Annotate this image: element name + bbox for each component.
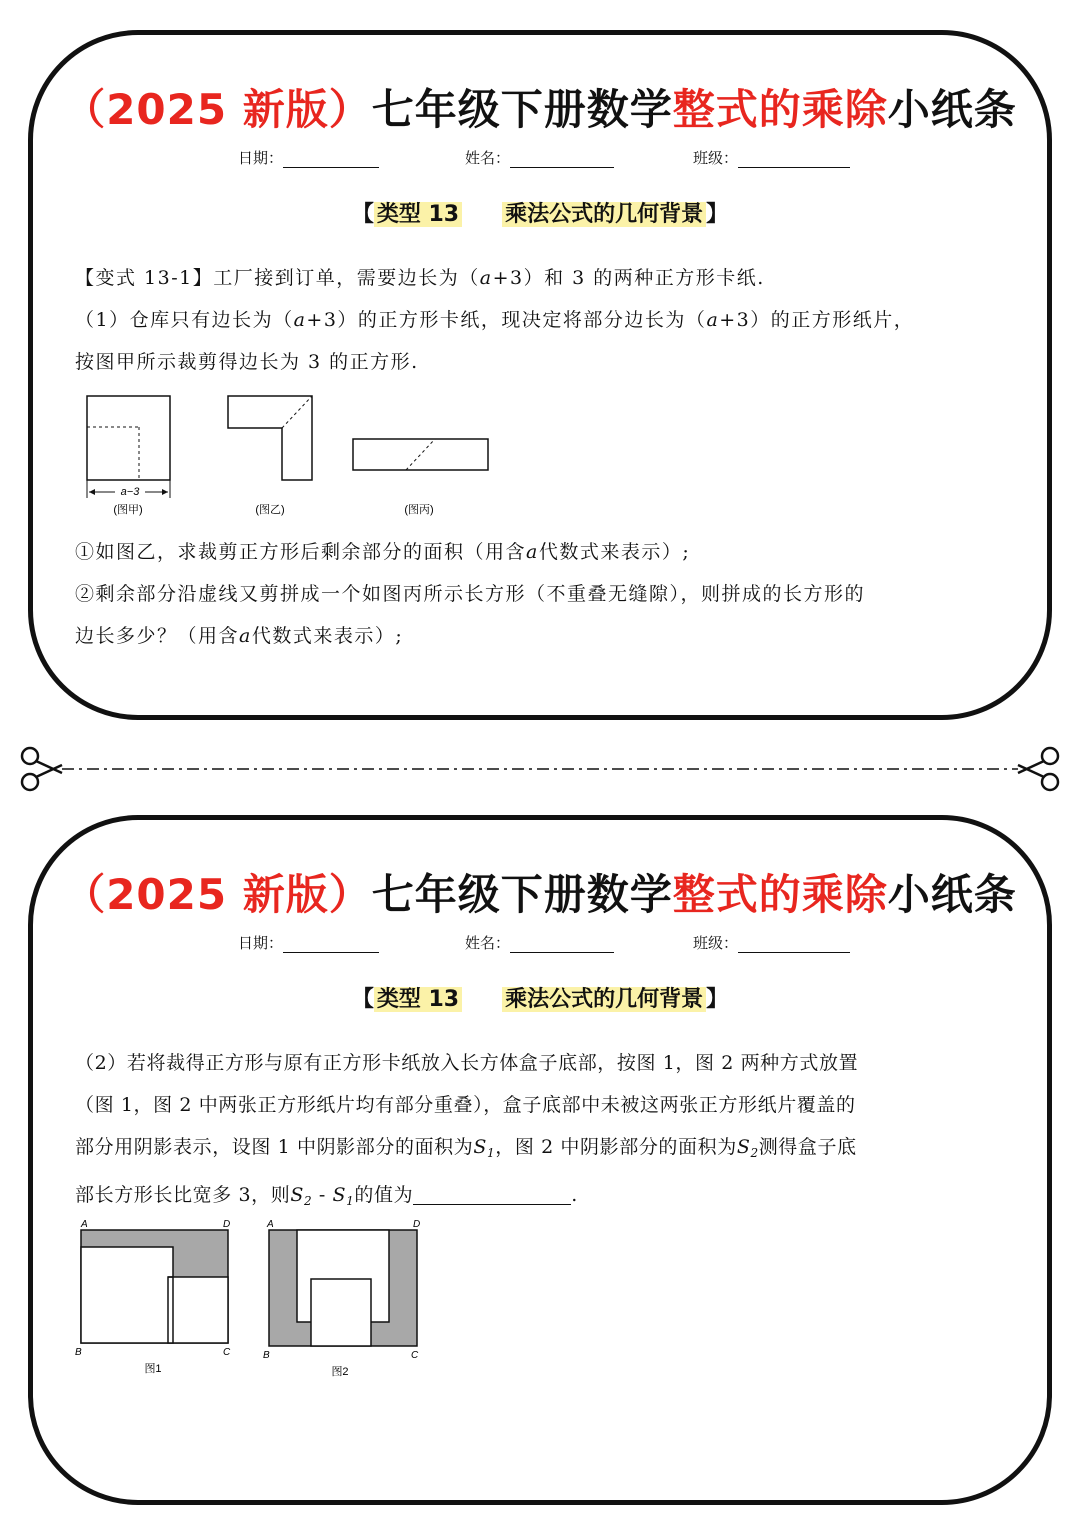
answer-blank: [413, 1184, 571, 1205]
svg-text:(图丙): (图丙): [404, 504, 434, 516]
figure-jia: [87, 396, 170, 516]
svg-text:(图甲): (图甲): [113, 504, 143, 516]
svg-text:A: A: [267, 1219, 274, 1230]
svg-text:D: D: [223, 1219, 231, 1230]
note-card-1: [28, 30, 1052, 720]
figures-jia-yi-bing: [73, 390, 513, 520]
card-title: （2025 新版）七年级下册数学整式的乘除小纸条: [63, 85, 1017, 134]
problem-text-1: 【变式 13-1】工厂接到订单，需要边长为（a+3）和 3 的两种正方形卡纸. （1）仓库只有边长为（a+3）的正方形卡纸，现决定将部分边长为（a+3）的正方形纸片， 按图甲所示裁剪得边长为 3 的正方形.: [75, 267, 915, 373]
svg-text:(图乙): (图乙): [255, 504, 285, 516]
date-field: 日期：: [238, 147, 379, 168]
card-title: （2025 新版）七年级下册数学整式的乘除小纸条: [63, 870, 1017, 919]
problem-text-2: （2）若将裁得正方形与原有正方形卡纸放入长方体盒子底部，按图 1，图 2 两种方式放置 （图 1，图 2 中两张正方形纸片均有部分重叠），盒子底部中未被这两张正方形纸片覆盖的 部分用阴影表示，设图 1 中阴影部分的面积为$S_1$，图 2 中阴影部分的面积为$S_2$测得盒子底 部长方形长比宽多 3，则$S_2 - S_1$的值为 .: [75, 1052, 859, 1208]
svg-text:图1: 图1: [144, 1363, 162, 1375]
svg-text:图2: 图2: [331, 1366, 349, 1378]
svg-text:D: D: [413, 1219, 421, 1230]
questions-text-1: ①如图乙，求裁剪正方形后剩余部分的面积（用含a代数式来表示）; ②剩余部分沿虚线又剪拼成一个如图丙所示长方形（不重叠无缝隙），则拼成的长方形的 边长多少？（用含a代数式来表示）;: [75, 541, 866, 647]
note-card-2: [28, 815, 1052, 1505]
cut-line: [0, 740, 1080, 800]
scissors-icon: [22, 748, 62, 790]
date-field: 日期：: [238, 932, 379, 953]
class-field: 班级：: [693, 932, 850, 953]
figure-2: [263, 1219, 420, 1378]
svg-text:B: B: [263, 1350, 270, 1361]
type-heading: 【 类型 13 乘法公式的几何背景 】: [351, 202, 729, 227]
figures-1-2: [71, 1215, 491, 1390]
svg-text:a−3: a−3: [120, 486, 140, 498]
figure-bing: [353, 439, 488, 516]
svg-text:C: C: [411, 1350, 419, 1361]
figure-1: [75, 1219, 231, 1375]
name-field: 姓名：: [465, 932, 614, 953]
figure-yi: [228, 396, 312, 516]
svg-text:A: A: [81, 1219, 88, 1230]
name-field: 姓名：: [465, 147, 614, 168]
svg-text:C: C: [223, 1347, 231, 1358]
type-heading: 【 类型 13 乘法公式的几何背景 】: [351, 987, 729, 1012]
class-field: 班级：: [693, 147, 850, 168]
svg-text:B: B: [75, 1347, 82, 1358]
scissors-icon: [1018, 748, 1058, 790]
